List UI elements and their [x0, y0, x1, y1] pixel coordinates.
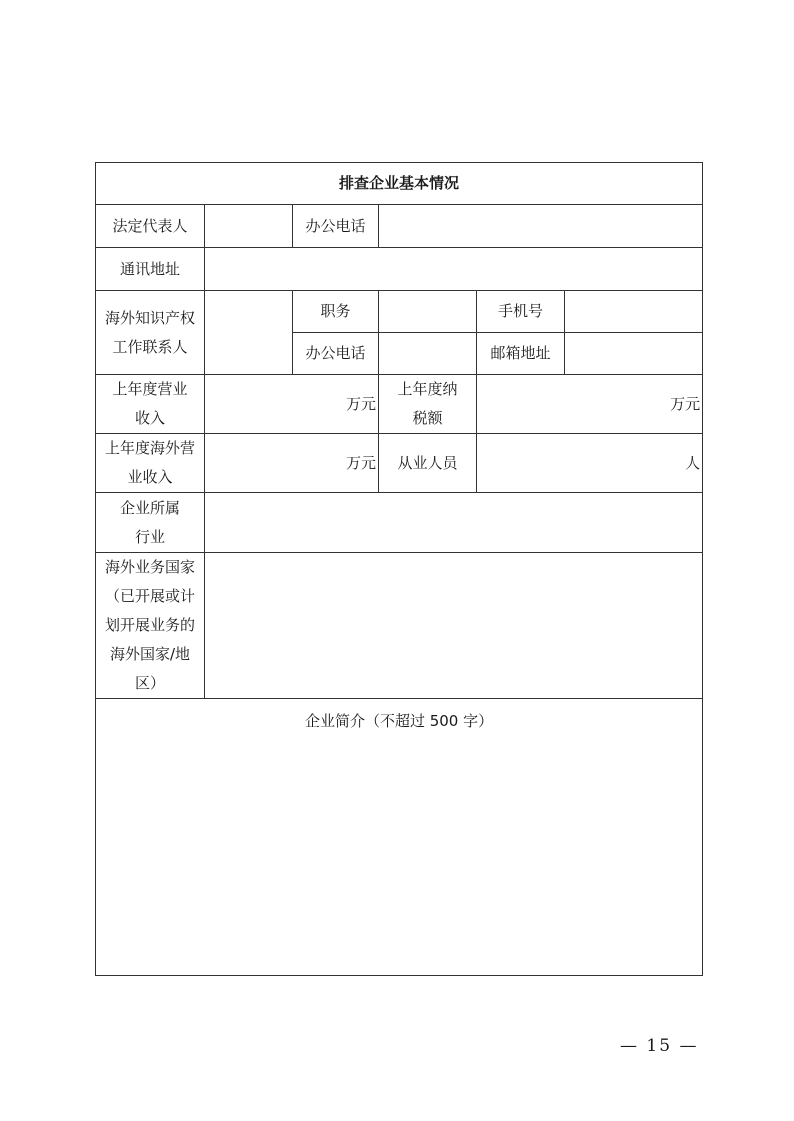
mobile-field[interactable]: [565, 291, 703, 333]
overseas-revenue-unit: 万元: [345, 453, 376, 472]
enterprise-info-form: [95, 162, 703, 976]
countries-label-line3: 划开展业务的: [104, 616, 195, 634]
page-number: — 15 —: [620, 1036, 699, 1056]
countries-label-line2: （已开展或计: [104, 587, 195, 605]
tax-label-line2: 税额: [412, 409, 443, 427]
office-phone-label: 办公电话: [293, 205, 379, 248]
industry-label: [96, 493, 205, 553]
contact-office-phone-field[interactable]: [379, 333, 477, 375]
tax-field[interactable]: [477, 375, 703, 434]
tax-label-line1: 上年度纳: [397, 380, 458, 398]
contact-office-phone-label: 办公电话: [293, 333, 379, 375]
overseas-revenue-field[interactable]: [205, 434, 379, 493]
industry-label-line2: 行业: [134, 527, 165, 546]
industry-field[interactable]: [205, 493, 703, 553]
employees-label: 从业人员: [379, 434, 477, 493]
countries-field[interactable]: [205, 553, 703, 699]
ip-contact-name-field[interactable]: [205, 291, 293, 375]
countries-label-line4: 海外国家/地: [109, 645, 191, 663]
overseas-revenue-label: [96, 434, 205, 493]
ip-contact-label: [96, 291, 205, 375]
overseas-revenue-label-line1: 上年度海外营: [104, 439, 195, 457]
address-field[interactable]: [205, 248, 703, 291]
countries-label-line5: 区）: [134, 674, 165, 692]
industry-label-line1: 企业所属: [119, 498, 180, 517]
email-label: 邮箱地址: [477, 333, 565, 375]
tax-unit: 万元: [670, 394, 701, 413]
form-title: 排查企业基本情况: [96, 163, 703, 205]
email-field[interactable]: [565, 333, 703, 375]
employees-field[interactable]: [477, 434, 703, 493]
ip-contact-label-line2: 工作联系人: [112, 337, 188, 356]
revenue-unit: 万元: [345, 394, 376, 413]
revenue-label-line1: 上年度营业: [112, 380, 188, 398]
intro-label: 企业简介（不超过 500 字）: [304, 712, 494, 730]
revenue-label-line2: 收入: [134, 409, 165, 427]
position-field[interactable]: [379, 291, 477, 333]
revenue-field[interactable]: [205, 375, 379, 434]
mobile-label: 手机号: [477, 291, 565, 333]
countries-label: [96, 553, 205, 699]
ip-contact-label-line1: 海外知识产权: [104, 308, 195, 327]
countries-label-line1: 海外业务国家: [104, 558, 195, 576]
position-label: 职务: [293, 291, 379, 333]
address-label: 通讯地址: [96, 248, 205, 291]
legal-rep-label: 法定代表人: [96, 205, 205, 248]
employees-unit: 人: [685, 453, 701, 472]
intro-field[interactable]: [96, 699, 703, 976]
revenue-label: [96, 375, 205, 434]
office-phone-field[interactable]: [379, 205, 703, 248]
tax-label: [379, 375, 477, 434]
overseas-revenue-label-line2: 业收入: [127, 468, 173, 486]
legal-rep-field[interactable]: [205, 205, 293, 248]
